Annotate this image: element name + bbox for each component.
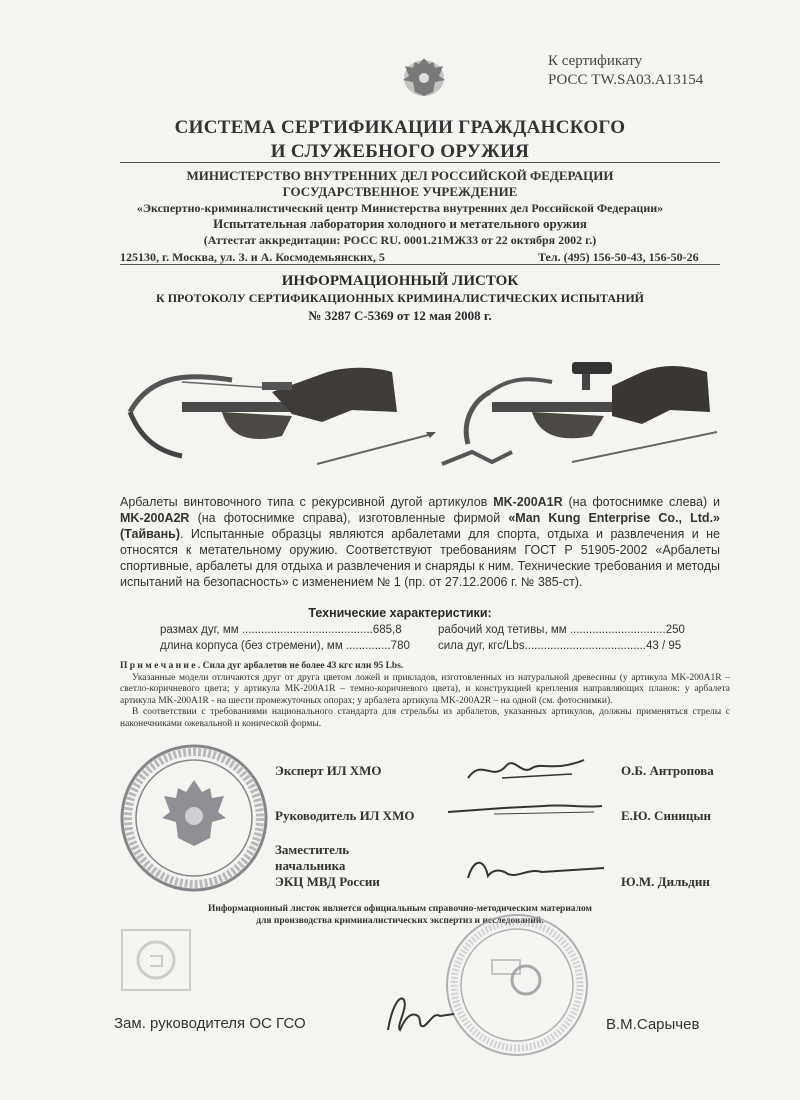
signatory-title-line: ЭКЦ МВД России: [275, 874, 380, 889]
institution-name: ГОСУДАРСТВЕННОЕ УЧРЕЖДЕНИЕ: [282, 184, 518, 199]
signatory-name: Е.Ю. Синицын: [621, 808, 712, 823]
certificate-reference: [548, 52, 703, 90]
crossbow-photo-right: [432, 352, 722, 476]
footer-note-line: для производства криминалистических экспертиз и исследований.: [256, 916, 544, 926]
spec-row: [438, 624, 685, 636]
signature-deputy-icon: [458, 848, 608, 888]
signatory-title-line: начальника: [275, 858, 346, 873]
certificate-ref-line1: К сертификату: [548, 53, 643, 69]
manufacturer: «Man Kung Enterprise Co., Ltd.» (Тайвань): [120, 511, 720, 541]
signatory-title: [275, 842, 380, 890]
deputy-head-title: Зам. руководителя ОС ГСО: [114, 1015, 306, 1032]
spec-row: [438, 640, 681, 652]
spec-value: 250: [665, 624, 685, 636]
signature-deputy-head-icon: [378, 986, 458, 1038]
article-2: MK-200A2R: [120, 511, 190, 525]
spec-label: размах дуг, мм .........................................: [160, 624, 373, 636]
signatory-title: Руководитель ИЛ ХМО: [275, 808, 415, 823]
sheet-subtitle: К ПРОТОКОЛУ СЕРТИФИКАЦИОННЫХ КРИМИНАЛИСТИЧЕСКИХ ИСПЫТАНИЙ: [156, 291, 644, 305]
spec-value: 780: [390, 640, 410, 652]
note-block: [120, 661, 730, 730]
sheet-header: [0, 272, 800, 326]
spec-value: 43 / 95: [646, 640, 682, 652]
system-title: [0, 116, 800, 164]
spec-label: рабочий ход тетивы, мм ..............................: [438, 624, 666, 636]
org-header: [0, 168, 800, 248]
signatory-name: Ю.М. Дильдин: [621, 874, 710, 889]
crossbow-photo-left: [122, 352, 442, 476]
spec-label: длина корпуса (без стремени), мм ..............: [160, 640, 391, 652]
certification-stamp-icon: [442, 910, 592, 1060]
protocol-number: № 3287 С-5369 от 12 мая 2008 г.: [308, 308, 492, 323]
desc-text: (на фотоснимке слева) и: [562, 495, 720, 509]
signatory-title-line: Заместитель: [275, 842, 350, 857]
note-paragraph: Указанные модели отличаются друг от друга цветом ложей и прикладов, изготовленных из натуральной древесины (у артикула MK-200A1R – светло-коричневого цвета; у артикула MK-200A1R – темно-коричневого цвета), и конструкцией крепления направляющих планок: у арбалета артикула MK-200A1R - на шести промежуточных опорах; у арбалета артикула MK-200A2R – на одной (см. фотоснимки).: [120, 672, 730, 706]
spec-row: [160, 624, 402, 636]
desc-text: Арбалеты винтовочного типа с рекурсивной дугой артикулов: [120, 495, 494, 509]
spec-value: 685,8: [372, 624, 402, 636]
certification-logo-icon: [120, 928, 192, 992]
phone: Тел. (495) 156-50-43, 156-50-26: [538, 250, 699, 264]
divider: [120, 264, 720, 265]
signature-expert-icon: [462, 748, 590, 788]
article-1: MK-200A1R: [493, 495, 563, 509]
address: 125130, г. Москва, ул. З. и А. Космодемьянских, 5: [120, 250, 385, 264]
deputy-head-name: В.М.Сарычев: [606, 1016, 700, 1033]
accreditation: (Аттестат аккредитации: РОСС RU. 0001.21МЖ33 от 22 октября 2002 г.): [203, 233, 597, 247]
divider: [120, 162, 720, 163]
spec-label: сила дуг, кгс/Lbs......................................: [438, 640, 646, 652]
official-seal-icon: [118, 742, 270, 894]
certificate-ref-number: РОСС TW.SA03.A13154: [548, 72, 704, 88]
ministry-name: МИНИСТЕРСТВО ВНУТРЕННИХ ДЕЛ РОССИЙСКОЙ ФЕДЕРАЦИИ: [186, 168, 614, 183]
note-paragraph: В соответствии с требованиями национального стандарта для стрельбы из арбалетов, указанных артикулов, должны применяться стрелы с наконечниками ожевальной и конической формы.: [120, 707, 730, 729]
sheet-title: ИНФОРМАЦИОННЫЙ ЛИСТОК: [281, 273, 519, 289]
footer-note: [0, 903, 800, 927]
system-title-line1: СИСТЕМА СЕРТИФИКАЦИИ ГРАЖДАНСКОГО: [174, 117, 626, 138]
center-name: «Экспертно-криминалистический центр Министерства внутренних дел Российской Федерации»: [136, 201, 664, 215]
signatory-title: Эксперт ИЛ ХМО: [275, 763, 382, 778]
desc-text: (на фотоснимке справа), изготовленные фирмой: [189, 511, 509, 525]
specs-heading: Технические характеристики:: [308, 606, 492, 620]
eagle-emblem-icon: [395, 52, 453, 100]
lab-name: Испытательная лаборатория холодного и метательного оружия: [213, 216, 587, 231]
system-title-line2: И СЛУЖЕБНОГО ОРУЖИЯ: [270, 141, 530, 162]
spec-row: [160, 640, 410, 652]
note-lead: П р и м е ч а н и е . Сила дуг арбалетов не более 43 кгс или 95 Lbs.: [120, 661, 404, 671]
desc-text: . Испытанные образцы являются арбалетами для спорта, отдыха и развлечения и не относятся к метательному оружию. Соответствуют требованиям ГОСТ Р 51905-2002 «Арбалеты спортивные, арбалеты для отдыха и развлечения и снаряды к ним. Технические требования и методы испытаний на безопасность» с изменением № 1 (пр. от 27.12.2006 г. № 385-ст).: [120, 527, 720, 589]
description-paragraph: [120, 494, 720, 590]
signature-head-icon: [444, 798, 604, 822]
footer-note-line: Информационный листок является официальным справочно-методическим материалом: [207, 904, 593, 914]
signatory-name: О.Б. Антропова: [621, 763, 714, 778]
